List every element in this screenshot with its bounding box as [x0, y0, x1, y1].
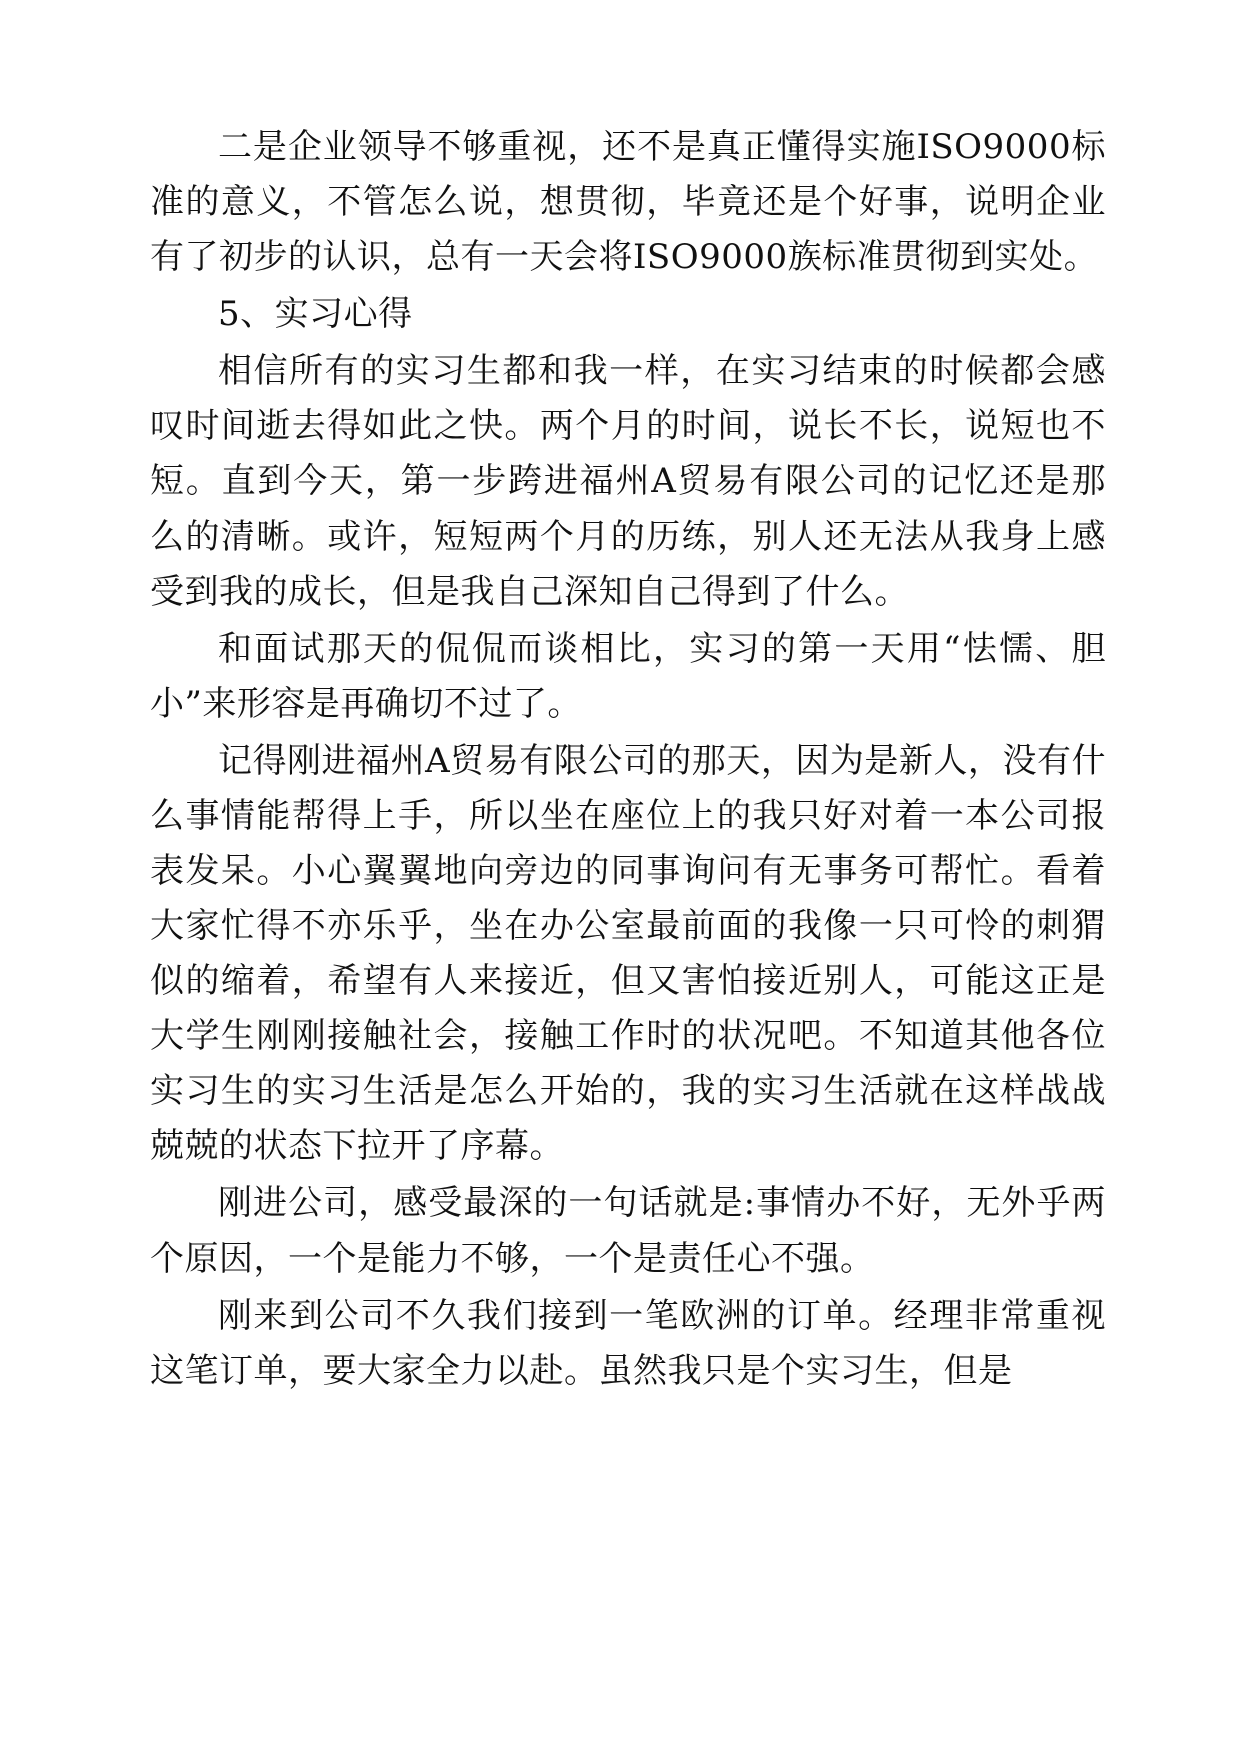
- paragraph: 刚来到公司不久我们接到一笔欧洲的订单。经理非常重视这笔订单，要大家全力以赴。虽然我只是个实习生，但是: [150, 1295, 1106, 1391]
- paragraph: 二是企业领导不够重视，还不是真正懂得实施ISO9000标准的意义，不管怎么说，想贯彻，毕竟还是个好事，说明企业有了初步的认识，总有一天会将ISO9000族标准贯彻到实处。: [150, 127, 1106, 278]
- paragraph: 相信所有的实习生都和我一样，在实习结束的时候都会感叹时间逝去得如此之快。两个月的时间，说长不长，说短也不短。直到今天，第一步跨进福州A贸易有限公司的记忆还是那么的清晰。或许，短短两个月的历练，别人还无法从我身上感受到我的成长，但是我自己深知自己得到了什么。: [150, 351, 1106, 612]
- document-body: [150, 120, 1106, 1399]
- section-heading: 5、实习心得: [218, 294, 413, 335]
- paragraph: 和面试那天的侃侃而谈相比，实习的第一天用“怯懦、胆小”来形容是再确切不过了。: [150, 628, 1106, 724]
- paragraph: 记得刚进福州A贸易有限公司的那天，因为是新人，没有什么事情能帮得上手，所以坐在座位上的我只好对着一本公司报表发呆。小心翼翼地向旁边的同事询问有无事务可帮忙。看着大家忙得不亦乐乎，坐在办公室最前面的我像一只可怜的刺猬似的缩着，希望有人来接近，但又害怕接近别人，可能这正是大学生刚刚接触社会，接触工作时的状况吧。不知道其他各位实习生的实习生活是怎么开始的，我的实习生活就在这样战战兢兢的状态下拉开了序幕。: [150, 740, 1106, 1167]
- paragraph: 刚进公司，感受最深的一句话就是:事情办不好，无外乎两个原因，一个是能力不够，一个是责任心不强。: [150, 1183, 1106, 1279]
